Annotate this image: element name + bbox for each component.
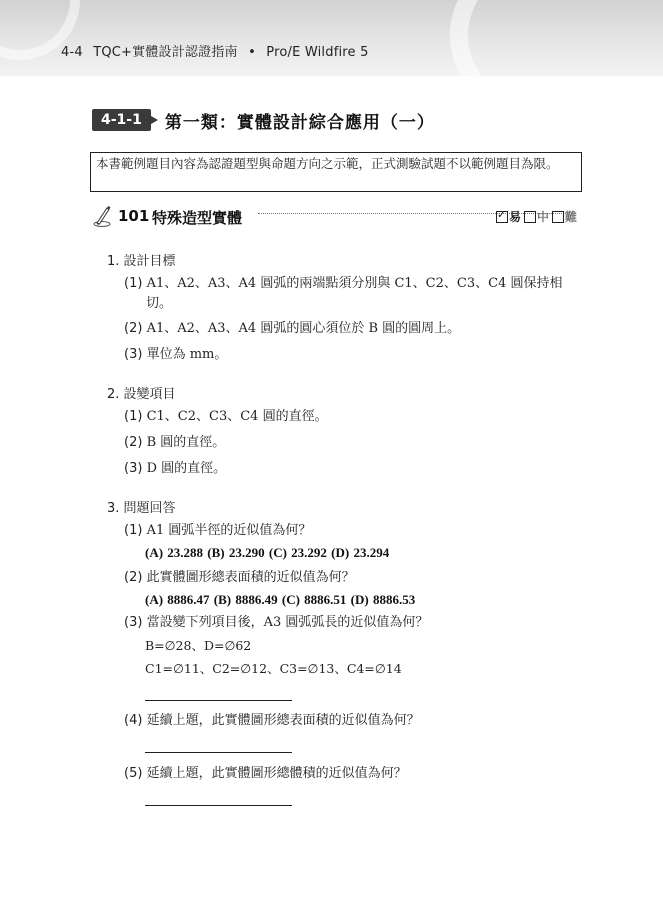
item-text: D 圓的直徑。 (146, 461, 227, 476)
question-3-condition-a: B=∅28、D=∅62 (145, 638, 252, 653)
answer-blank-3[interactable] (145, 700, 292, 701)
question-number: (1) (124, 523, 143, 538)
part2-item-2 (124, 433, 225, 453)
item-text: B 圓的直徑。 (146, 435, 226, 450)
answer-blank-4[interactable] (145, 752, 292, 753)
problem-title: 特殊造型實體 (152, 209, 243, 227)
part2-item-1 (124, 407, 328, 427)
page-number: 4-4 (61, 45, 83, 60)
section-heading (92, 108, 435, 132)
question-number: (2) (124, 570, 143, 585)
part1-item-1-cont: 切。 (146, 296, 173, 311)
question-3 (124, 613, 428, 633)
item-number: (1) (124, 276, 143, 291)
part3-heading: 3. 問題回答 (107, 501, 176, 516)
running-header (61, 41, 375, 60)
part2-item-3 (124, 459, 226, 479)
header-band (0, 0, 663, 76)
notice-box: 本書範例題目內容為認證題型與命題方向之示範，正式測驗試題不以範例題目為限。 (90, 152, 582, 192)
checkbox-hard (552, 211, 564, 223)
pencil-icon (92, 205, 112, 227)
section-title: 第一類：實體設計綜合應用（一） (164, 112, 435, 133)
question-5 (124, 764, 407, 784)
question-text: 延續上題，此實體圖形總表面積的近似值為何？ (146, 713, 420, 728)
problem-number: 101 (118, 207, 150, 225)
question-3-condition-b: C1=∅11、C2=∅12、C3=∅13、C4=∅14 (145, 661, 402, 676)
question-text: 當設變下列項目後，A3 圓弧弧長的近似值為何？ (146, 615, 429, 630)
item-text: 單位為 mm。 (146, 347, 228, 362)
problem-header (92, 205, 587, 229)
difficulty-medium-label: 中 (537, 210, 550, 224)
item-number: (1) (124, 409, 143, 424)
question-text: 此實體圖形總表面積的近似值為何？ (146, 570, 355, 585)
item-text: A1、A2、A3、A4 圓弧的圓心須位於 B 圓的圓周上。 (146, 321, 461, 336)
item-number: (3) (124, 347, 143, 362)
item-text: C1、C2、C3、C4 圓的直徑。 (146, 409, 328, 424)
question-number: (3) (124, 615, 143, 630)
difficulty-easy-label: 易 (509, 210, 522, 224)
part1-item-3 (124, 345, 227, 365)
header-bullet: • (248, 45, 256, 60)
question-number: (4) (124, 713, 143, 728)
part1-heading: 1. 設計目標 (107, 254, 176, 269)
item-number: (2) (124, 321, 143, 336)
item-text: A1、A2、A3、A4 圓弧的兩端點須分別與 C1、C2、C3、C4 圓保持相 (146, 276, 563, 291)
book-title: TQC+實體設計認證指南 (93, 45, 238, 60)
part1-item-2 (124, 319, 460, 339)
question-2 (124, 568, 355, 588)
question-number: (5) (124, 766, 143, 781)
question-2-options: (A) 8886.47 (B) 8886.49 (C) 8886.51 (D) 8886.53 (145, 592, 416, 607)
item-number: (2) (124, 435, 143, 450)
question-4 (124, 711, 420, 731)
section-code-badge: 4-1-1 (92, 109, 151, 131)
answer-blank-5[interactable] (145, 805, 292, 806)
checkbox-easy-checked (496, 211, 508, 223)
question-1-options: (A) 23.288 (B) 23.290 (C) 23.292 (D) 23.294 (145, 545, 390, 560)
checkbox-medium (524, 211, 536, 223)
question-1 (124, 521, 311, 541)
difficulty-indicator (495, 208, 579, 225)
question-text: A1 圓弧半徑的近似值為何？ (146, 523, 312, 538)
part2-heading: 2. 設變項目 (107, 387, 176, 402)
part1-item-1 (124, 274, 562, 294)
software-name: Pro/E Wildfire 5 (266, 45, 369, 60)
difficulty-hard-label: 難 (565, 210, 578, 224)
question-text: 延續上題，此實體圖形總體積的近似值為何？ (146, 766, 407, 781)
item-number: (3) (124, 461, 143, 476)
header-decoration (450, 0, 663, 150)
